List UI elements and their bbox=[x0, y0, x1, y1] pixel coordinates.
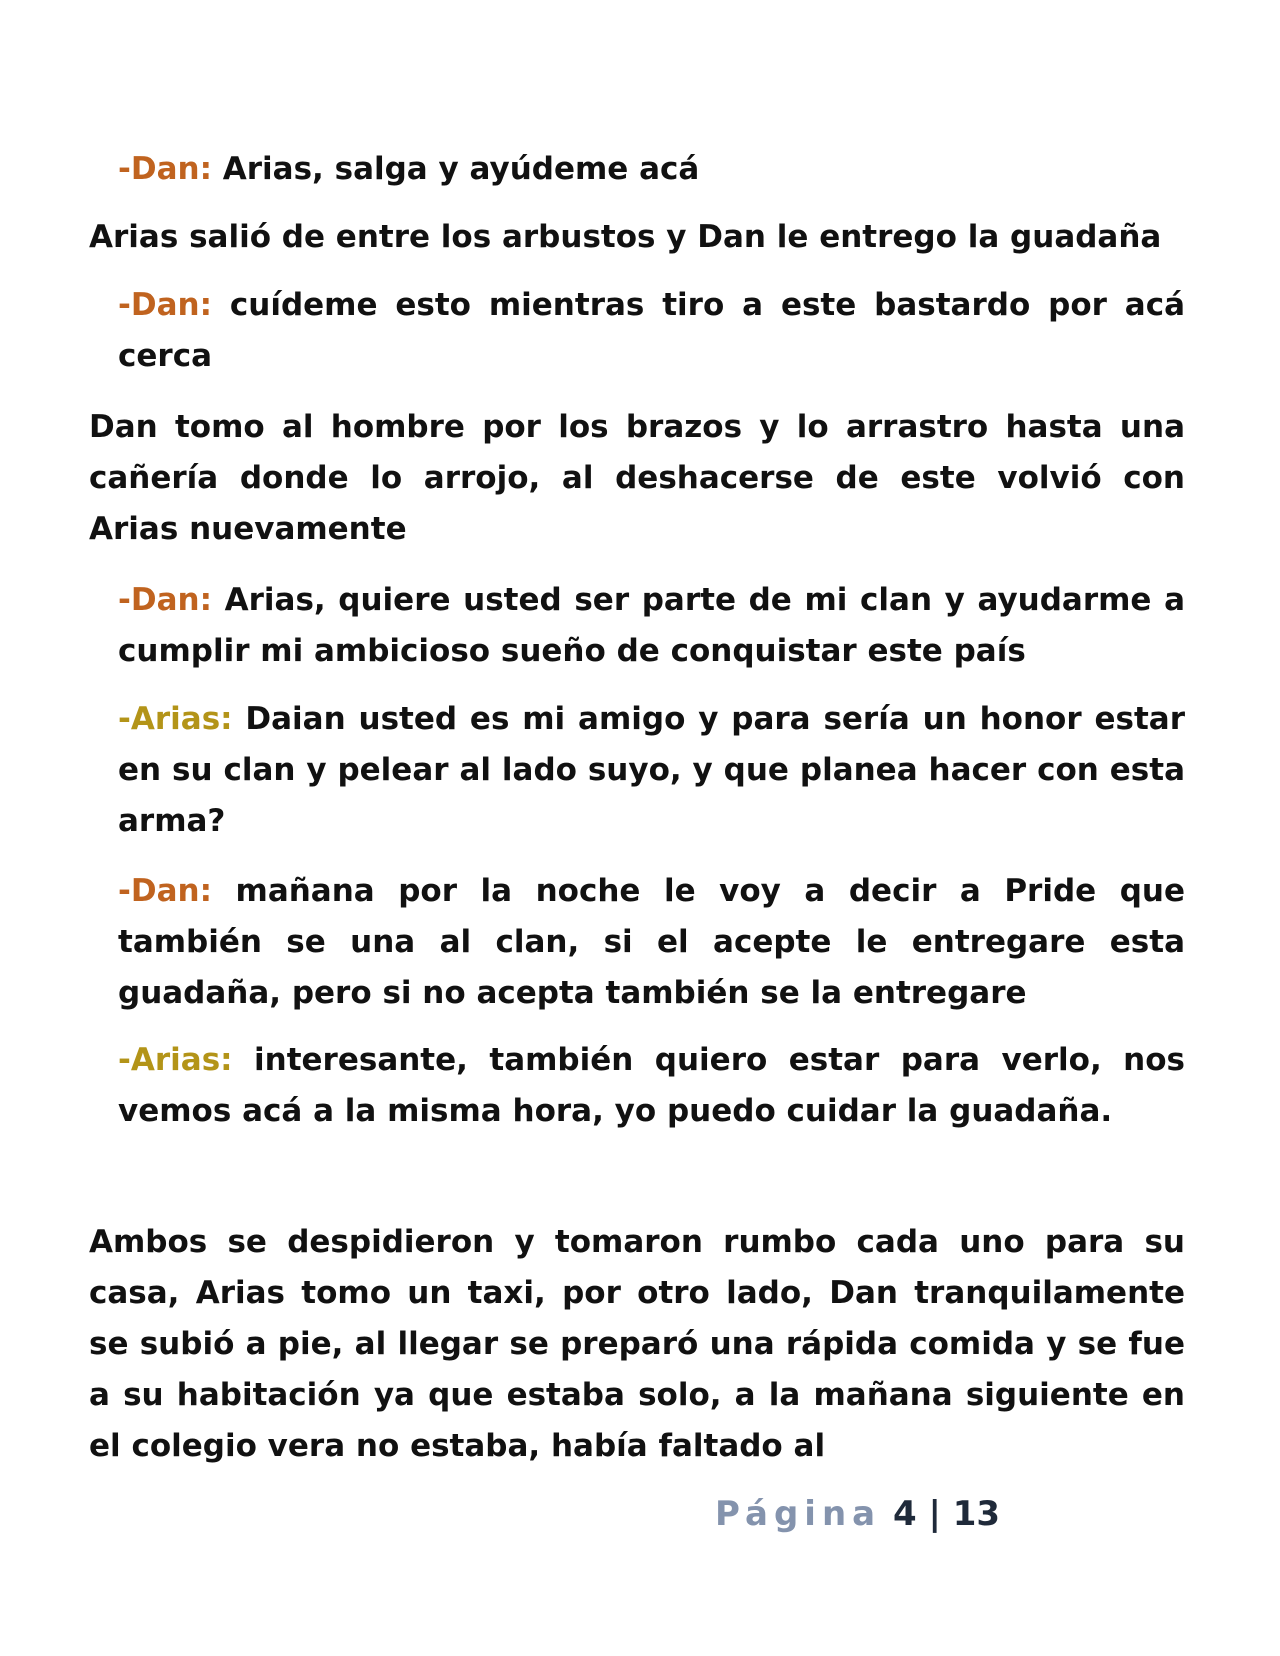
speaker-label: -Arias: bbox=[118, 1042, 233, 1078]
narration-text: Ambos se despidieron y tomaron rumbo cada uno para su casa, Arias tomo un taxi, por otro lado, Dan tranquilamente se subió a pie, al llegar se preparó una rápida comida y se fue a su habitación ya que estaba solo, a la mañana siguiente en el colegio vera no estaba, había faltado al bbox=[89, 1224, 1185, 1464]
speaker-label: -Dan: bbox=[118, 151, 212, 187]
dialog-line bbox=[118, 280, 1185, 382]
dialog-line bbox=[118, 694, 1185, 847]
page-word: Página bbox=[715, 1494, 882, 1534]
page-separator: | bbox=[928, 1494, 941, 1534]
dialog-line bbox=[118, 144, 1185, 195]
speaker-label: -Arias: bbox=[118, 701, 233, 737]
narration-paragraph bbox=[89, 402, 1185, 555]
page-total: 13 bbox=[952, 1494, 1001, 1534]
dialog-text: mañana por la noche le voy a decir a Pride que también se una al clan, si el acepte le entregare esta guadaña, pero si no acepta también se la entregare bbox=[118, 873, 1185, 1011]
dialog-line bbox=[118, 866, 1185, 1019]
speaker-label: -Dan: bbox=[118, 582, 212, 618]
document-page bbox=[89, 0, 1185, 1656]
dialog-line bbox=[118, 575, 1185, 677]
narration-text: Dan tomo al hombre por los brazos y lo arrastro hasta una cañería donde lo arrojo, al deshacerse de este volvió con Arias nuevamente bbox=[89, 409, 1185, 547]
page-number: 4 bbox=[892, 1494, 917, 1534]
dialog-text: interesante, también quiero estar para verlo, nos vemos acá a la misma hora, yo puedo cuidar la guadaña. bbox=[118, 1042, 1185, 1129]
narration-paragraph bbox=[89, 212, 1185, 263]
dialog-text: Daian usted es mi amigo y para sería un honor estar en su clan y pelear al lado suyo, y que planea hacer con esta arma? bbox=[118, 701, 1185, 839]
dialog-text: Arias, quiere usted ser parte de mi clan y ayudarme a cumplir mi ambicioso sueño de conquistar este país bbox=[118, 582, 1185, 669]
speaker-label: -Dan: bbox=[118, 873, 212, 909]
dialog-text: Arias, salga y ayúdeme acá bbox=[211, 151, 700, 187]
narration-paragraph bbox=[89, 1217, 1185, 1472]
dialog-text: cuídeme esto mientras tiro a este bastardo por acá cerca bbox=[118, 287, 1185, 374]
speaker-label: -Dan: bbox=[118, 287, 212, 323]
narration-text: Arias salió de entre los arbustos y Dan le entrego la guadaña bbox=[89, 219, 1162, 255]
dialog-line bbox=[118, 1035, 1185, 1137]
page-footer bbox=[715, 1494, 1000, 1534]
